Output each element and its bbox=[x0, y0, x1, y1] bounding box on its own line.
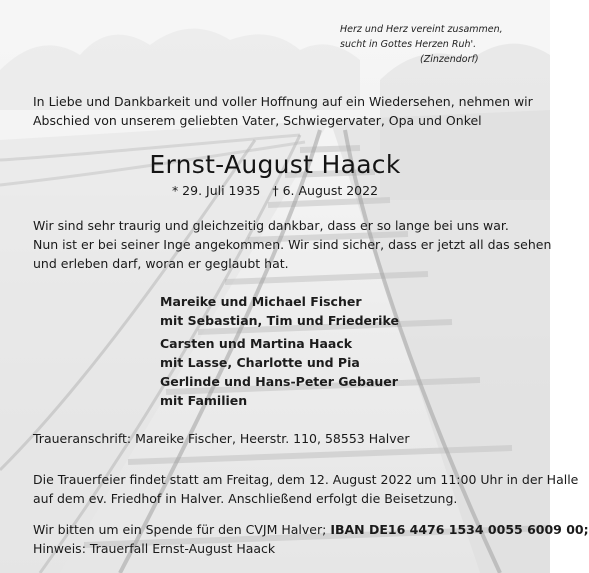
family-group bbox=[160, 334, 360, 372]
message-line-3: und erleben darf, woran er geglaubt hat. bbox=[33, 256, 289, 271]
birth-date: * 29. Juli 1935 bbox=[171, 183, 261, 198]
life-dates bbox=[0, 183, 550, 198]
family-names: Mareike und Michael Fischer bbox=[160, 294, 362, 309]
ceremony-line-2: auf dem ev. Friedhof in Halver. Anschließend erfolgt die Beisetzung. bbox=[33, 491, 458, 506]
intro-line-2: Abschied von unserem geliebten Vater, Schwiegervater, Opa und Onkel bbox=[33, 113, 482, 128]
donation-line-1 bbox=[33, 520, 589, 539]
family-group bbox=[160, 372, 398, 410]
family-group bbox=[160, 292, 399, 330]
intro-text bbox=[33, 92, 533, 130]
ceremony-line-1: Die Trauerfeier findet statt am Freitag, dem 12. August 2022 um 11:00 Uhr in der Halle bbox=[33, 472, 579, 487]
donation-info bbox=[33, 520, 589, 558]
mourning-address: Traueranschrift: Mareike Fischer, Heerstr. 110, 58553 Halver bbox=[33, 431, 410, 446]
family-children: mit Sebastian, Tim und Friederike bbox=[160, 313, 399, 328]
epigraph-quote bbox=[340, 22, 503, 67]
ceremony-info bbox=[33, 470, 578, 508]
family-children: mit Familien bbox=[160, 393, 248, 408]
message-text bbox=[33, 216, 551, 273]
family-names: Gerlinde und Hans-Peter Gebauer bbox=[160, 374, 398, 389]
quote-source: (Zinzendorf) bbox=[420, 54, 479, 65]
quote-line-1: Herz und Herz vereint zusammen, bbox=[340, 24, 503, 35]
donation-text: Wir bitten um ein Spende für den CVJM Halver; bbox=[33, 522, 331, 537]
deceased-name: Ernst-August Haack bbox=[149, 150, 401, 179]
message-line-2: Nun ist er bei seiner Inge angekommen. Wir sind sicher, dass er jetzt all das sehen bbox=[33, 237, 552, 252]
family-children: mit Lasse, Charlotte und Pia bbox=[160, 355, 360, 370]
intro-line-1: In Liebe und Dankbarkeit und voller Hoffnung auf ein Wiedersehen, nehmen wir bbox=[33, 94, 533, 109]
donation-iban: IBAN DE16 4476 1534 0055 6009 00; bbox=[330, 522, 589, 537]
quote-line-2: sucht in Gottes Herzen Ruh'. bbox=[340, 39, 477, 50]
death-date: † 6. August 2022 bbox=[272, 183, 379, 198]
donation-reference: Hinweis: Trauerfall Ernst-August Haack bbox=[33, 541, 276, 556]
family-names: Carsten und Martina Haack bbox=[160, 336, 353, 351]
message-line-1: Wir sind sehr traurig und gleichzeitig dankbar, dass er so lange bei uns war. bbox=[33, 218, 509, 233]
